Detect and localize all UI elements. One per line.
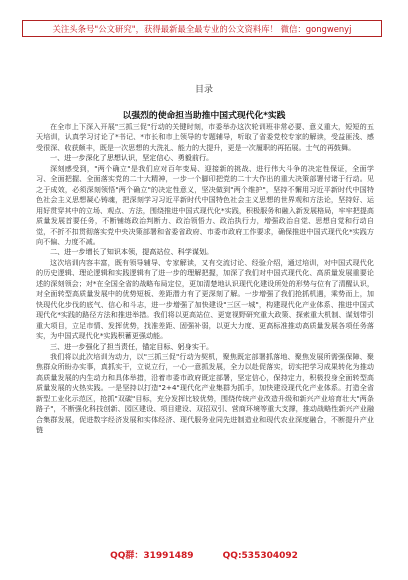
promo-banner-text: 关注头条号"公文研究"，获得最新最全最专业的公文资料库！ 微信：gongwenyj: [52, 24, 352, 34]
paragraph-section-1: 深刻感受到，"两个确立"是我们应对百年变局、迎接新的挑战、进行伟大斗争的决定性保证，全面学习、全面把握、全面落实党的二十大精神，一步一个脚印把党的二十大作出的重大决策部署付诸于行动。见之于成效，必须深刻领悟"两个确立"的决定性意义，坚决做到"两个维护"，坚持不懈用习近平新时代中国特色社会主义思想凝心铸魂，把深刻学习习近平新时代中国特色社会主义思想的世界观和方法论，坚持好、运用好贯穿其中的立场、观点、方法，围绕推进中国式现代化*实践，积极服务和融入新发展格局，牢牢把提高质量发展首要任务，不断铺练政治判断力、政治领悟力、政治执行力，增强政治自觉、思想自觉和行动自觉，不折不扣贯彻落实党中央决策部署和省委省政府、市委市政府工作要求，确保推进中国式现代化*实践方向不偏、力度不减。: [36, 163, 374, 246]
document-body: [36, 122, 374, 436]
document-title: 以强烈的使命担当助推中国式现代化*实践: [122, 111, 286, 121]
toc-link[interactable]: 目录: [194, 85, 213, 95]
paragraph-section-3: 我们将以此次培训为动力，以"三抓三促"行动为契机，聚焦既定部署抓落地、聚焦发展所需强保障、聚焦群众所盼办实事，真抓实干，立说立行，一心一意抓发展，全力以赴促落实，切实把学习成果转化为推动高质量发展的内生动力和具体举措，沿着市委市政府既定部署，坚定信心，保持定力，积极投身全面转型高质量发展的火热实践。一是坚持以打造"2+4"现代化产业集群为抓手，加快建设现代化产业体系。打造全省新型工业化示范区，抢抓"双碳"目标，充分发挥比较优势，围绕传统产业改造升级和新兴产业培育壮大"两条路子"，不断强化科技创新、园区建设、项目建设、双招双引、营商环境等重大支撑，推动战略性新兴产业融合集群发展，促进数字经济发展和实体经济、现代服务业同先进制造业和现代农业深度融合，不断提升产业链: [36, 351, 374, 435]
section-heading-2: 二、进一步增长了知识本领，提高站位、科学谋划。: [50, 247, 214, 257]
qq-group-text: QQ群：31991489: [110, 551, 194, 561]
contact-footer: [0, 548, 408, 561]
section-heading-1: 一、进一步深化了思想认识，坚定信心、勇毅前行。: [50, 153, 214, 163]
promo-banner: [22, 20, 382, 37]
qq-number-text: QQ:535304092: [222, 551, 298, 561]
section-heading-3: 三、进一步强化了担当责任，锚定目标、躬身实干。: [50, 341, 214, 351]
paragraph-intro: 在全市上下深入开展"三抓三促"行动的关键时刻，市委举办这次轮训班非常必要、意义重大，短短的五天培训，认真学习讨论了*书记、*市长和市上领导的专题辅导，听取了省委党校专家的解读，受益匪浅、感受很深、收获颇丰，既是一次思想的大洗礼、能力的大提升，更是一次履职的再拓展。士气的再鼓舞。: [36, 122, 374, 152]
paragraph-section-2: 这次培训内容丰富，既有领导辅导、专家解读，又有交流讨论、经验介绍，通过培训，对中国式现代化的历史逻辑、理论逻辑和实践逻辑有了进一步的理解把握，加深了我们对中国式现代化、高质量发展重要论述的深刻领会；对*在全国全省的战略布局定位，更加清楚地认识现代化建设所处的形势与位有了清醒认识，对全面转型高质量发展中的优势短板、差距潜力有了更深刻了解。一步增强了我们抢抓机遇，乘势而上，加快现代化步伐的底气、信心和斗志，进一步增强了加快建设"三区一城"，构建现代化产业体系、推进中国式现代化*实践的路径方法和推进举措。我们将以更高站位、更宽视野研究重大政策、探索重大机制、谋划带引重大项目，立足市情、发挥优势，找准差距、固强补弱，以更大力度、更高标准推动高质量发展各项任务落实，为中国式现代化*实践积蓄更强动能。: [36, 257, 374, 341]
